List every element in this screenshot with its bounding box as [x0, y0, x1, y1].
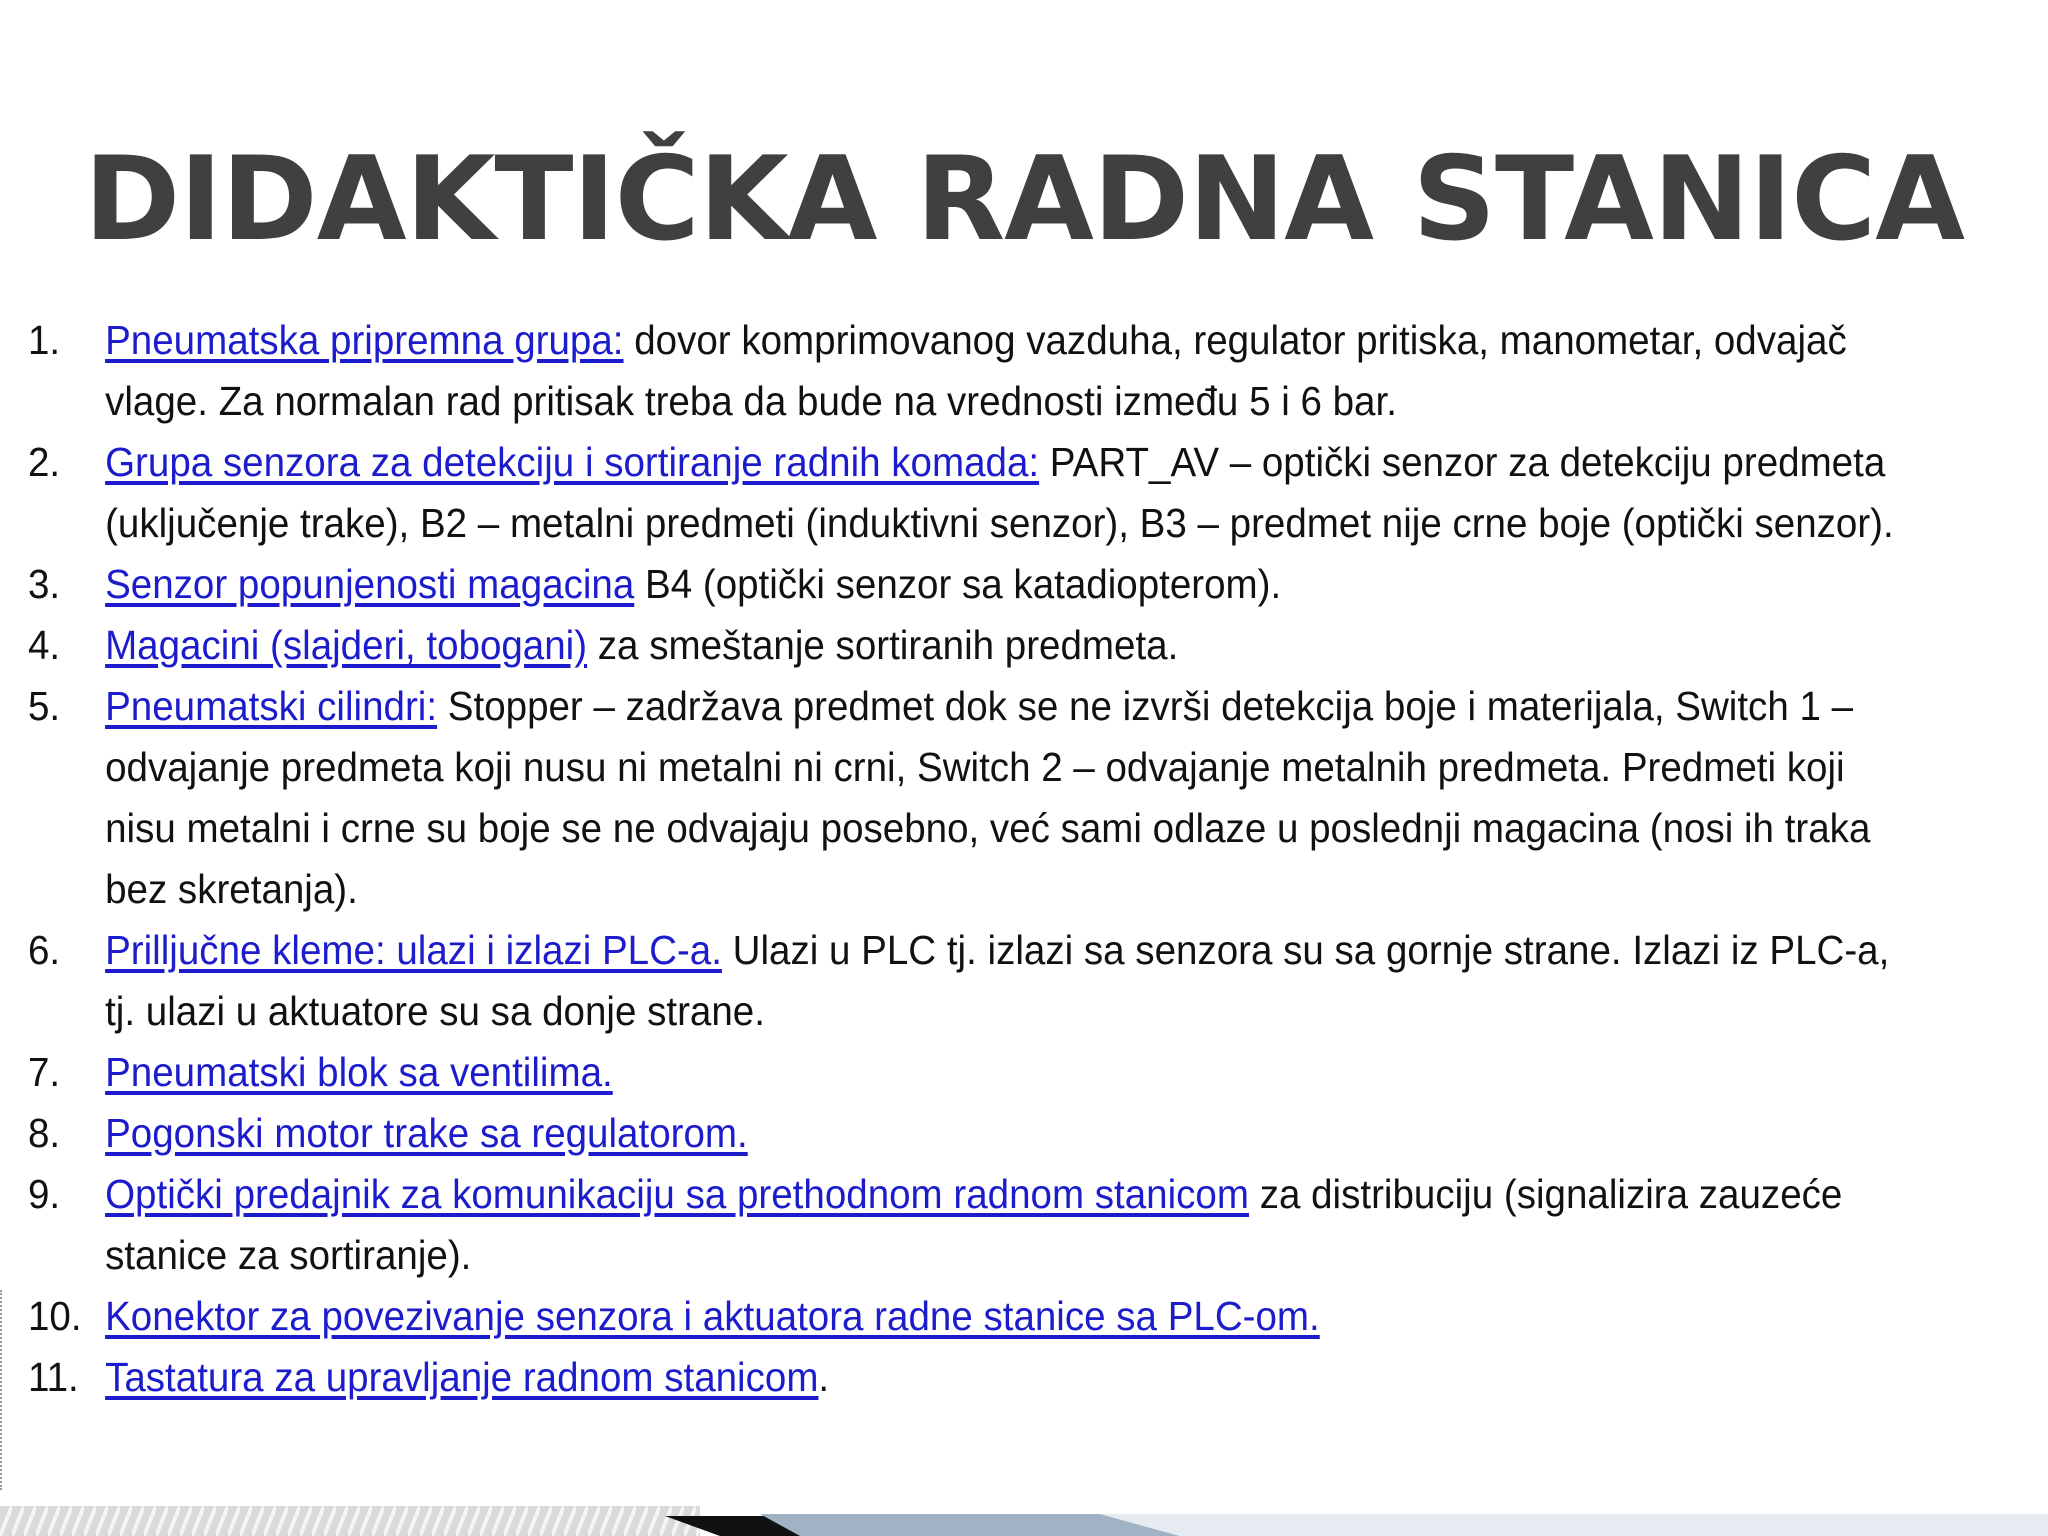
item-number: 4. — [28, 622, 61, 668]
item-link[interactable]: Prilljučne kleme: ulazi i izlazi PLC-a. — [105, 927, 722, 973]
item-link[interactable]: Tastatura za upravljanje radnom stanicom — [105, 1354, 819, 1400]
item-description: B4 (optički senzor sa katadiopterom). — [634, 561, 1282, 607]
item-number: 11. — [28, 1354, 79, 1400]
list-item — [28, 615, 1917, 676]
item-text — [105, 310, 1917, 432]
list-item — [28, 1164, 1917, 1286]
item-text — [105, 432, 1917, 554]
item-link[interactable]: Pneumatski cilindri: — [105, 683, 438, 729]
item-link[interactable]: Optički predajnik za komunikaciju sa prethodnom radnom stanicom — [105, 1171, 1249, 1217]
item-description: dovor komprimovanog vazduha, regulator pritiska, manometar, odvajač vlage. Za normalan rad pritisak treba da bude na vrednosti između 5 i 6 bar. — [105, 317, 1847, 424]
bottom-decoration — [0, 1506, 2048, 1536]
list-item — [28, 554, 1917, 615]
item-text — [105, 615, 1917, 676]
list-item — [28, 920, 1917, 1042]
item-description: za distribuciju (signalizira zauzeće stanice za sortiranje). — [105, 1171, 1843, 1278]
item-text — [105, 676, 1917, 920]
light-band — [1100, 1514, 2048, 1536]
list-item — [28, 310, 1917, 432]
item-text — [105, 920, 1917, 1042]
item-number: 8. — [28, 1110, 61, 1156]
item-link[interactable]: Magacini (slajderi, tobogani) — [105, 622, 588, 668]
item-description: . — [818, 1354, 830, 1400]
item-description: PART_AV – optički senzor za detekciju predmeta (uključenje trake), B2 – metalni predmeti (induktivni senzor), B3 – predmet nije crne boje (optički senzor). — [105, 439, 1894, 546]
item-text — [105, 1347, 1917, 1408]
item-link[interactable]: Grupa senzora za detekciju i sortiranje radnih komada: — [105, 439, 1040, 485]
item-number: 3. — [28, 561, 61, 607]
item-number: 6. — [28, 927, 61, 973]
item-text — [105, 554, 1917, 615]
item-text — [105, 1286, 1917, 1347]
list-item — [28, 676, 1917, 920]
item-link[interactable]: Senzor popunjenosti magacina — [105, 561, 635, 607]
list-item — [28, 432, 1917, 554]
item-description: Ulazi u PLC tj. izlazi sa senzora su sa gornje strane. Izlazi iz PLC-a, tj. ulazi u aktuatore su sa donje strane. — [105, 927, 1890, 1034]
item-link[interactable]: Pogonski motor trake sa regulatorom. — [105, 1110, 748, 1156]
item-number: 2. — [28, 439, 61, 485]
item-link[interactable]: Pneumatska pripremna grupa: — [105, 317, 624, 363]
list-item — [28, 1103, 1917, 1164]
item-text — [105, 1042, 1917, 1103]
item-text — [105, 1164, 1917, 1286]
item-text — [105, 1103, 1917, 1164]
item-number: 1. — [28, 317, 61, 363]
list-item — [28, 1286, 1917, 1347]
left-edge-decoration — [0, 1290, 6, 1490]
item-number: 5. — [28, 683, 61, 729]
list-item — [28, 1347, 1917, 1408]
component-list — [28, 310, 1917, 1408]
slide-title: DIDAKTIČKA RADNA STANICA — [83, 132, 1965, 267]
item-number: 9. — [28, 1171, 61, 1217]
item-link[interactable]: Pneumatski blok sa ventilima. — [105, 1049, 613, 1095]
item-number: 7. — [28, 1049, 61, 1095]
item-link[interactable]: Konektor za povezivanje senzora i aktuatora radne stanice sa PLC-om. — [105, 1293, 1320, 1339]
hatched-band — [0, 1506, 700, 1536]
item-description: za smeštanje sortiranih predmeta. — [587, 622, 1179, 668]
list-item — [28, 1042, 1917, 1103]
item-number: 10. — [28, 1293, 82, 1339]
item-description: Stopper – zadržava predmet dok se ne izvrši detekcija boje i materijala, Switch 1 – odvajanje predmeta koji nusu ni metalni ni crni, Switch 2 – odvajanje metalnih predmeta. Predmeti koji nisu metalni i crne su boje se ne odvajaju posebno, već sami odlaze u poslednji magacina (nosi ih traka bez skretanja). — [105, 683, 1871, 912]
